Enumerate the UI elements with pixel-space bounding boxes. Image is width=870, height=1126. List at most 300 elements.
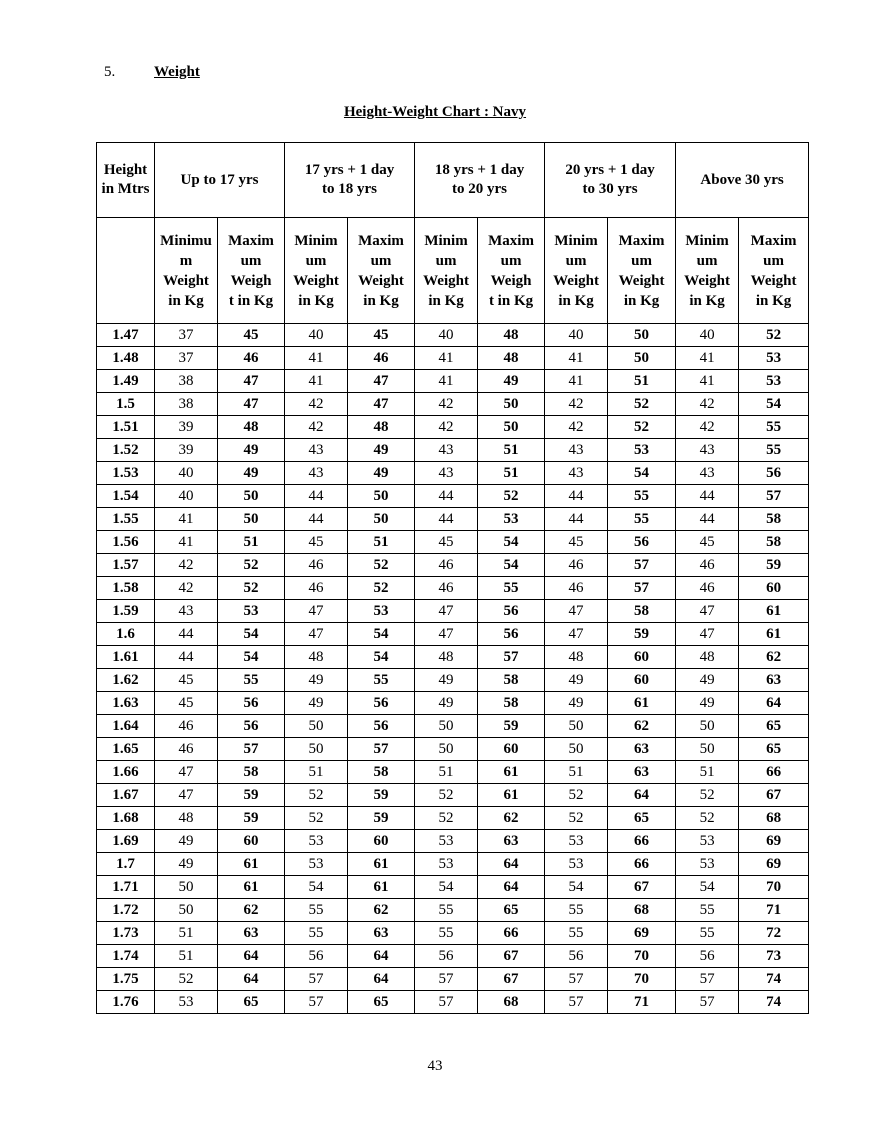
max-weight-cell: 56	[218, 692, 285, 715]
max-weight-cell: 55	[348, 669, 415, 692]
min-weight-cell: 53	[676, 830, 739, 853]
group-header-row	[97, 143, 809, 218]
max-weight-cell: 49	[218, 462, 285, 485]
max-weight-cell: 57	[218, 738, 285, 761]
max-weight-cell: 66	[608, 830, 676, 853]
table-row	[97, 324, 809, 347]
max-weight-cell: 59	[608, 623, 676, 646]
age-group-header-line: 17 yrs + 1 day	[304, 162, 395, 178]
subheader-line: Weight	[423, 272, 469, 289]
max-weight-cell: 61	[348, 853, 415, 876]
min-weight-cell: 39	[155, 439, 218, 462]
max-weight-cell: 73	[739, 945, 809, 968]
max-weight-cell: 53	[739, 347, 809, 370]
height-cell: 1.66	[97, 761, 155, 784]
max-weight-cell: 56	[608, 531, 676, 554]
max-weight-cell: 60	[348, 830, 415, 853]
table-row	[97, 715, 809, 738]
min-weight-cell: 53	[415, 853, 478, 876]
subheader-line: Weight	[618, 272, 665, 289]
subheader-line: in Kg	[298, 292, 334, 309]
min-weight-cell: 50	[155, 876, 218, 899]
max-weight-cell: 65	[739, 738, 809, 761]
max-weight-cell: 51	[218, 531, 285, 554]
min-weight-cell: 54	[415, 876, 478, 899]
height-header-line: in Mtrs	[101, 181, 150, 197]
subheader-line: t in Kg	[228, 292, 274, 309]
max-weight-cell: 70	[608, 968, 676, 991]
min-weight-cell: 50	[545, 715, 608, 738]
min-weight-cell: 44	[285, 485, 348, 508]
max-weight-cell: 61	[218, 876, 285, 899]
age-group-header	[676, 143, 809, 218]
max-weight-cell: 57	[739, 485, 809, 508]
height-cell: 1.75	[97, 968, 155, 991]
max-weight-cell: 70	[739, 876, 809, 899]
max-weight-cell: 61	[348, 876, 415, 899]
subheader-line: um	[370, 252, 392, 269]
max-weight-cell: 50	[218, 485, 285, 508]
section-heading	[104, 64, 200, 81]
max-weight-cell: 50	[608, 324, 676, 347]
max-weight-cell: 48	[478, 347, 545, 370]
min-weight-cell: 42	[415, 393, 478, 416]
min-weight-header	[155, 218, 218, 324]
height-cell: 1.71	[97, 876, 155, 899]
min-weight-cell: 46	[415, 554, 478, 577]
max-weight-cell: 56	[478, 600, 545, 623]
min-weight-cell: 44	[285, 508, 348, 531]
min-weight-cell: 56	[676, 945, 739, 968]
min-weight-cell: 51	[285, 761, 348, 784]
max-weight-cell: 61	[608, 692, 676, 715]
min-weight-header	[676, 218, 739, 324]
max-weight-cell: 48	[478, 324, 545, 347]
min-weight-cell: 55	[285, 899, 348, 922]
max-weight-cell: 54	[739, 393, 809, 416]
table-row	[97, 485, 809, 508]
height-cell: 1.47	[97, 324, 155, 347]
age-group-header	[545, 143, 676, 218]
min-weight-cell: 45	[155, 669, 218, 692]
max-weight-cell: 65	[608, 807, 676, 830]
min-weight-cell: 42	[285, 393, 348, 416]
min-weight-cell: 57	[285, 968, 348, 991]
min-weight-cell: 41	[415, 347, 478, 370]
height-cell: 1.56	[97, 531, 155, 554]
height-cell: 1.58	[97, 577, 155, 600]
table-row	[97, 830, 809, 853]
max-weight-cell: 59	[478, 715, 545, 738]
max-weight-cell: 57	[608, 554, 676, 577]
min-weight-cell: 52	[676, 784, 739, 807]
min-weight-cell: 39	[155, 416, 218, 439]
max-weight-cell: 66	[608, 853, 676, 876]
min-weight-cell: 55	[415, 922, 478, 945]
max-weight-cell: 53	[739, 370, 809, 393]
max-weight-cell: 65	[478, 899, 545, 922]
max-weight-cell: 50	[478, 393, 545, 416]
max-weight-cell: 65	[739, 715, 809, 738]
max-weight-cell: 74	[739, 968, 809, 991]
max-weight-cell: 52	[739, 324, 809, 347]
min-weight-cell: 52	[545, 807, 608, 830]
max-weight-header	[218, 218, 285, 324]
max-weight-cell: 54	[218, 646, 285, 669]
table-row	[97, 738, 809, 761]
min-weight-cell: 50	[155, 899, 218, 922]
max-weight-cell: 49	[218, 439, 285, 462]
subheader-line: in Kg	[558, 292, 594, 309]
min-weight-cell: 41	[285, 370, 348, 393]
height-cell: 1.67	[97, 784, 155, 807]
min-weight-cell: 46	[285, 577, 348, 600]
min-weight-cell: 46	[155, 738, 218, 761]
max-weight-cell: 60	[218, 830, 285, 853]
min-weight-cell: 50	[285, 715, 348, 738]
min-weight-cell: 52	[155, 968, 218, 991]
subheader-row	[97, 218, 809, 324]
min-weight-cell: 47	[676, 600, 739, 623]
min-weight-cell: 47	[415, 600, 478, 623]
min-weight-cell: 56	[545, 945, 608, 968]
min-weight-cell: 40	[415, 324, 478, 347]
max-weight-cell: 64	[218, 968, 285, 991]
min-weight-cell: 43	[155, 600, 218, 623]
subheader-line: in Kg	[623, 292, 660, 309]
max-weight-cell: 55	[608, 508, 676, 531]
max-weight-cell: 59	[218, 807, 285, 830]
min-weight-cell: 47	[545, 623, 608, 646]
section-title: Weight	[154, 64, 200, 80]
max-weight-cell: 47	[348, 370, 415, 393]
min-weight-cell: 46	[155, 715, 218, 738]
max-weight-cell: 47	[218, 393, 285, 416]
max-weight-cell: 60	[608, 646, 676, 669]
max-weight-cell: 74	[739, 991, 809, 1014]
max-weight-cell: 50	[478, 416, 545, 439]
subheader-line: in Kg	[363, 292, 399, 309]
max-weight-cell: 47	[218, 370, 285, 393]
max-weight-cell: 67	[608, 876, 676, 899]
max-weight-cell: 49	[348, 439, 415, 462]
min-weight-cell: 46	[545, 554, 608, 577]
subheader-line: in Kg	[689, 292, 725, 309]
min-weight-cell: 40	[285, 324, 348, 347]
min-weight-cell: 38	[155, 393, 218, 416]
table-row	[97, 807, 809, 830]
subheader-line: Minim	[294, 232, 338, 249]
min-weight-cell: 44	[155, 646, 218, 669]
subheader-line: um	[696, 252, 718, 269]
height-cell: 1.54	[97, 485, 155, 508]
min-weight-cell: 37	[155, 324, 218, 347]
subheader-line: um	[631, 252, 652, 269]
min-weight-cell: 43	[676, 439, 739, 462]
page-number: 43	[427, 1058, 443, 1074]
min-weight-cell: 57	[415, 991, 478, 1014]
height-cell: 1.57	[97, 554, 155, 577]
max-weight-cell: 57	[348, 738, 415, 761]
max-weight-cell: 49	[348, 462, 415, 485]
subheader-line: in Kg	[428, 292, 464, 309]
max-weight-cell: 60	[608, 669, 676, 692]
min-weight-cell: 52	[285, 784, 348, 807]
min-weight-cell: 47	[155, 761, 218, 784]
max-weight-cell: 61	[739, 600, 809, 623]
height-cell: 1.63	[97, 692, 155, 715]
min-weight-cell: 43	[415, 462, 478, 485]
subheader-line: Weigh	[230, 272, 272, 289]
max-weight-cell: 48	[348, 416, 415, 439]
subheader-line: in Kg	[755, 292, 792, 309]
max-weight-cell: 68	[478, 991, 545, 1014]
subheader-line: Weight	[750, 272, 797, 289]
min-weight-cell: 42	[285, 416, 348, 439]
subheader-line: t in Kg	[488, 292, 534, 309]
table-row	[97, 393, 809, 416]
min-weight-cell: 45	[676, 531, 739, 554]
height-cell: 1.51	[97, 416, 155, 439]
max-weight-cell: 67	[478, 968, 545, 991]
max-weight-cell: 67	[739, 784, 809, 807]
min-weight-cell: 50	[545, 738, 608, 761]
max-weight-cell: 53	[478, 508, 545, 531]
max-weight-cell: 50	[348, 485, 415, 508]
height-cell: 1.52	[97, 439, 155, 462]
max-weight-cell: 58	[218, 761, 285, 784]
age-group-header	[155, 143, 285, 218]
max-weight-cell: 53	[348, 600, 415, 623]
subheader-line: Minim	[554, 232, 598, 249]
age-group-header-line: Up to 17 yrs	[180, 171, 259, 188]
max-weight-cell: 61	[478, 784, 545, 807]
section-number: 5.	[104, 64, 116, 80]
height-header	[97, 143, 155, 218]
max-weight-cell: 58	[608, 600, 676, 623]
max-weight-cell: 56	[739, 462, 809, 485]
min-weight-cell: 55	[285, 922, 348, 945]
max-weight-cell: 65	[348, 991, 415, 1014]
min-weight-cell: 51	[155, 922, 218, 945]
height-cell: 1.76	[97, 991, 155, 1014]
subheader-line: Maxim	[488, 232, 534, 249]
max-weight-cell: 52	[348, 554, 415, 577]
max-weight-cell: 64	[218, 945, 285, 968]
subheader-line: Minim	[424, 232, 468, 249]
min-weight-cell: 46	[415, 577, 478, 600]
max-weight-cell: 50	[608, 347, 676, 370]
subheader-line: um	[500, 252, 522, 269]
min-weight-cell: 52	[415, 784, 478, 807]
min-weight-cell: 40	[676, 324, 739, 347]
age-group-header	[415, 143, 545, 218]
max-weight-cell: 55	[608, 485, 676, 508]
min-weight-cell: 48	[415, 646, 478, 669]
table-row	[97, 945, 809, 968]
height-cell: 1.69	[97, 830, 155, 853]
min-weight-cell: 55	[545, 899, 608, 922]
min-weight-cell: 45	[415, 531, 478, 554]
max-weight-cell: 68	[608, 899, 676, 922]
min-weight-cell: 51	[415, 761, 478, 784]
height-cell: 1.6	[97, 623, 155, 646]
subheader-line: Weight	[293, 272, 339, 289]
max-weight-cell: 45	[218, 324, 285, 347]
max-weight-cell: 52	[608, 393, 676, 416]
max-weight-cell: 56	[478, 623, 545, 646]
subheader-line: um	[435, 252, 457, 269]
max-weight-cell: 71	[739, 899, 809, 922]
min-weight-cell: 49	[155, 853, 218, 876]
max-weight-cell: 62	[478, 807, 545, 830]
min-weight-cell: 56	[285, 945, 348, 968]
min-weight-cell: 46	[676, 554, 739, 577]
max-weight-cell: 64	[608, 784, 676, 807]
max-weight-cell: 53	[608, 439, 676, 462]
min-weight-cell: 49	[545, 669, 608, 692]
subheader-line: Maxim	[750, 232, 797, 249]
min-weight-cell: 51	[155, 945, 218, 968]
max-weight-cell: 67	[478, 945, 545, 968]
max-weight-cell: 70	[608, 945, 676, 968]
age-group-header-line: 18 yrs + 1 day	[434, 162, 525, 178]
table-row	[97, 922, 809, 945]
table-row	[97, 531, 809, 554]
min-weight-cell: 48	[155, 807, 218, 830]
max-weight-cell: 57	[478, 646, 545, 669]
table-row	[97, 462, 809, 485]
max-weight-cell: 46	[218, 347, 285, 370]
max-weight-cell: 69	[608, 922, 676, 945]
min-weight-cell: 57	[285, 991, 348, 1014]
max-weight-cell: 52	[478, 485, 545, 508]
max-weight-cell: 63	[218, 922, 285, 945]
min-weight-cell: 49	[155, 830, 218, 853]
max-weight-cell: 68	[739, 807, 809, 830]
subheader-line: Weight	[358, 272, 404, 289]
chart-title: Height-Weight Chart : Navy	[343, 104, 527, 120]
table-row	[97, 991, 809, 1014]
max-weight-cell: 69	[739, 830, 809, 853]
min-weight-cell: 44	[415, 485, 478, 508]
min-weight-cell: 44	[415, 508, 478, 531]
min-weight-cell: 52	[285, 807, 348, 830]
min-weight-cell: 42	[415, 416, 478, 439]
max-weight-cell: 52	[348, 577, 415, 600]
min-weight-cell: 46	[676, 577, 739, 600]
min-weight-cell: 44	[545, 508, 608, 531]
max-weight-header	[739, 218, 809, 324]
min-weight-cell: 41	[415, 370, 478, 393]
max-weight-cell: 51	[478, 439, 545, 462]
min-weight-cell: 49	[415, 692, 478, 715]
max-weight-cell: 72	[739, 922, 809, 945]
height-header-line: Height	[103, 162, 148, 178]
max-weight-cell: 64	[739, 692, 809, 715]
min-weight-cell: 47	[545, 600, 608, 623]
age-group-header-line: Above 30 yrs	[700, 171, 784, 188]
min-weight-cell: 54	[285, 876, 348, 899]
min-weight-cell: 52	[545, 784, 608, 807]
height-cell: 1.49	[97, 370, 155, 393]
max-weight-cell: 54	[608, 462, 676, 485]
min-weight-cell: 45	[285, 531, 348, 554]
min-weight-cell: 46	[545, 577, 608, 600]
min-weight-cell: 47	[285, 600, 348, 623]
min-weight-cell: 40	[155, 485, 218, 508]
max-weight-cell: 59	[348, 784, 415, 807]
table-row	[97, 899, 809, 922]
min-weight-cell: 55	[676, 899, 739, 922]
height-cell: 1.59	[97, 600, 155, 623]
max-weight-cell: 49	[478, 370, 545, 393]
min-weight-cell: 41	[155, 531, 218, 554]
max-weight-cell: 64	[348, 968, 415, 991]
min-weight-cell: 51	[676, 761, 739, 784]
min-weight-cell: 49	[415, 669, 478, 692]
age-group-header	[285, 143, 415, 218]
min-weight-cell: 46	[285, 554, 348, 577]
height-cell: 1.5	[97, 393, 155, 416]
max-weight-cell: 60	[739, 577, 809, 600]
min-weight-cell: 53	[285, 853, 348, 876]
max-weight-cell: 56	[348, 692, 415, 715]
max-weight-cell: 64	[348, 945, 415, 968]
max-weight-cell: 69	[739, 853, 809, 876]
subheader-line: Minimu	[160, 232, 212, 249]
min-weight-cell: 43	[545, 439, 608, 462]
min-weight-cell: 51	[545, 761, 608, 784]
min-weight-cell: 48	[285, 646, 348, 669]
max-weight-cell: 63	[348, 922, 415, 945]
min-weight-cell: 42	[545, 393, 608, 416]
max-weight-cell: 51	[478, 462, 545, 485]
max-weight-cell: 58	[478, 669, 545, 692]
min-weight-cell: 53	[155, 991, 218, 1014]
min-weight-cell: 53	[545, 853, 608, 876]
age-group-header-line: to 20 yrs	[452, 181, 508, 197]
table-row	[97, 761, 809, 784]
max-weight-cell: 53	[218, 600, 285, 623]
min-weight-cell: 47	[155, 784, 218, 807]
min-weight-cell: 47	[676, 623, 739, 646]
max-weight-header	[608, 218, 676, 324]
max-weight-cell: 64	[478, 853, 545, 876]
max-weight-cell: 58	[478, 692, 545, 715]
min-weight-cell: 53	[415, 830, 478, 853]
subheader-line: Maxim	[228, 232, 274, 249]
min-weight-cell: 52	[415, 807, 478, 830]
max-weight-cell: 50	[218, 508, 285, 531]
subheader-line: Weight	[684, 272, 730, 289]
max-weight-cell: 62	[739, 646, 809, 669]
table-row	[97, 370, 809, 393]
min-weight-cell: 42	[155, 577, 218, 600]
subheader-line: Weight	[163, 272, 209, 289]
max-weight-cell: 66	[739, 761, 809, 784]
min-weight-header	[285, 218, 348, 324]
min-weight-cell: 57	[545, 968, 608, 991]
max-weight-cell: 62	[608, 715, 676, 738]
min-weight-cell: 44	[155, 623, 218, 646]
max-weight-cell: 52	[218, 554, 285, 577]
max-weight-cell: 51	[608, 370, 676, 393]
min-weight-cell: 50	[415, 715, 478, 738]
min-weight-cell: 50	[415, 738, 478, 761]
min-weight-cell: 55	[415, 899, 478, 922]
min-weight-cell: 48	[676, 646, 739, 669]
